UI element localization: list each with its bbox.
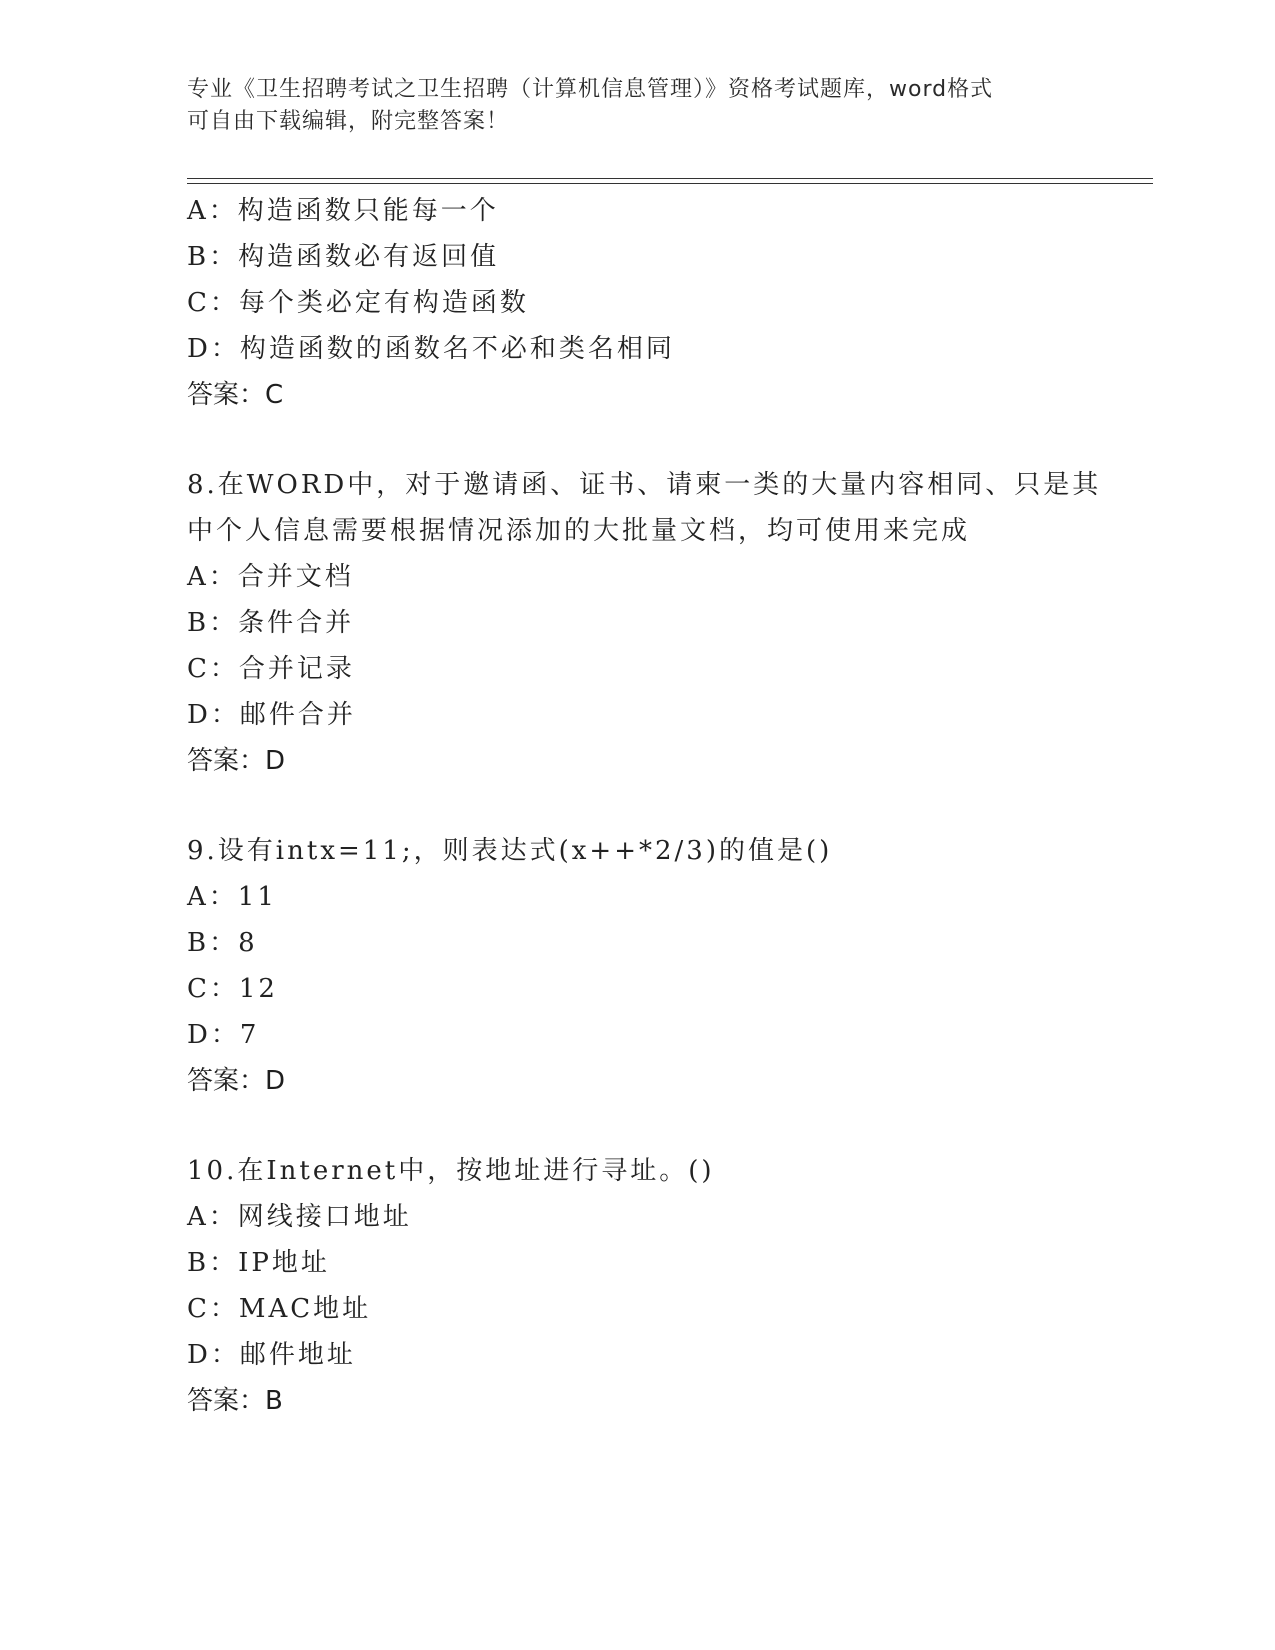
document-header — [187, 74, 1067, 138]
question-8 — [187, 462, 1102, 784]
question-text-line-2: 中个人信息需要根据情况添加的大批量文档，均可使用来完成 — [187, 516, 971, 546]
option-d: D：邮件地址 — [187, 1340, 356, 1370]
header-divider-bottom — [187, 183, 1153, 184]
option-d: D：构造函数的函数名不必和类名相同 — [187, 334, 675, 364]
option-a: A：合并文档 — [187, 562, 354, 592]
answer: 答案：B — [187, 1386, 283, 1416]
answer: 答案：D — [187, 1066, 286, 1096]
question-10 — [187, 1148, 1087, 1424]
option-a: A：构造函数只能每一个 — [187, 196, 499, 226]
option-a: A：网线接口地址 — [187, 1202, 412, 1232]
option-a: A：11 — [187, 882, 277, 912]
answer: 答案：D — [187, 746, 286, 776]
option-b: B：构造函数必有返回值 — [187, 242, 500, 272]
question-list — [187, 188, 1102, 1424]
option-c: C：合并记录 — [187, 654, 355, 684]
question-7 — [187, 188, 1087, 418]
answer: 答案：C — [187, 380, 284, 410]
option-b: B：条件合并 — [187, 608, 355, 638]
option-d: D：7 — [187, 1020, 260, 1050]
option-c: C：MAC地址 — [187, 1294, 372, 1324]
option-b: B：8 — [187, 928, 258, 958]
option-d: D：邮件合并 — [187, 700, 356, 730]
header-line-1: 专业《卫生招聘考试之卫生招聘（计算机信息管理）》资格考试题库，word格式 — [187, 77, 994, 102]
option-b: B：IP地址 — [187, 1248, 330, 1278]
question-text-line-1: 8.在WORD中，对于邀请函、证书、请柬一类的大量内容相同、只是其 — [187, 470, 1102, 500]
option-c: C：每个类必定有构造函数 — [187, 288, 529, 318]
question-text-line-1: 10.在Internet中，按地址进行寻址。() — [187, 1156, 715, 1186]
header-divider-top — [187, 178, 1153, 179]
question-text-line-1: 9.设有intx=11;，则表达式(x++*2/3)的值是() — [187, 836, 833, 866]
header-line-2: 可自由下载编辑，附完整答案！ — [187, 109, 510, 134]
question-9 — [187, 828, 1087, 1104]
option-c: C：12 — [187, 974, 278, 1004]
